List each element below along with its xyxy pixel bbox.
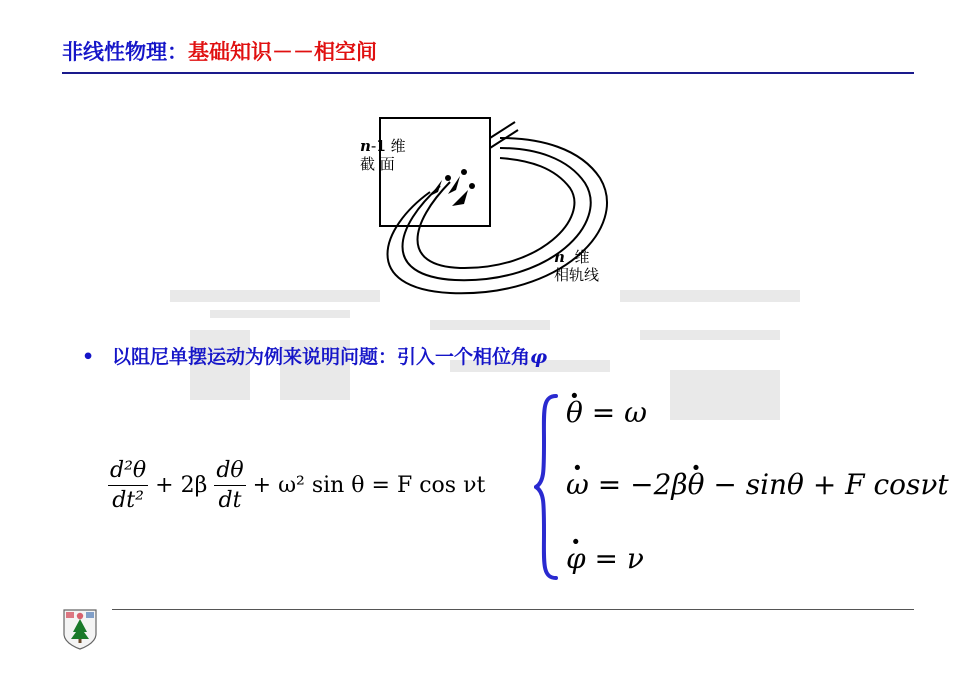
bullet-text: 以阻尼单摆运动为例来说明问题：引入一个相位角 bbox=[112, 346, 531, 368]
system-brace bbox=[534, 392, 560, 582]
bullet-symbol: • bbox=[82, 346, 95, 368]
first-derivative-fraction: $\frac{d\theta}{dt}$ bbox=[216, 458, 244, 513]
title-prefix: 非线性物理： bbox=[62, 40, 188, 64]
trajectory-inner bbox=[418, 158, 575, 268]
trajectory-label: n 维 相轨线 bbox=[554, 248, 600, 284]
second-derivative-fraction: $\frac{\text{d²θ}}{\text{dt²}}$ bbox=[110, 458, 147, 513]
bullet-item bbox=[82, 342, 547, 369]
pendulum-equation bbox=[108, 458, 485, 513]
phi-symbol: φ bbox=[530, 346, 548, 368]
section-label: n-1 维 截 面 bbox=[360, 137, 406, 173]
equation-rest: + ω² sin θ = F cos νt bbox=[252, 473, 486, 498]
system-line-2: ω · = −2βθ · − sinθ + F cosνt bbox=[566, 468, 949, 501]
footer-rule bbox=[112, 609, 914, 610]
system-line-3: φ · = ν bbox=[566, 542, 644, 575]
title-underline bbox=[62, 72, 914, 74]
university-logo bbox=[62, 608, 98, 650]
damping-coefficient: + 2β bbox=[155, 473, 208, 498]
system-line-1: θ · = ω bbox=[566, 396, 647, 429]
title-main: 基础知识－－相空间 bbox=[188, 40, 377, 64]
slide-title bbox=[62, 36, 377, 66]
